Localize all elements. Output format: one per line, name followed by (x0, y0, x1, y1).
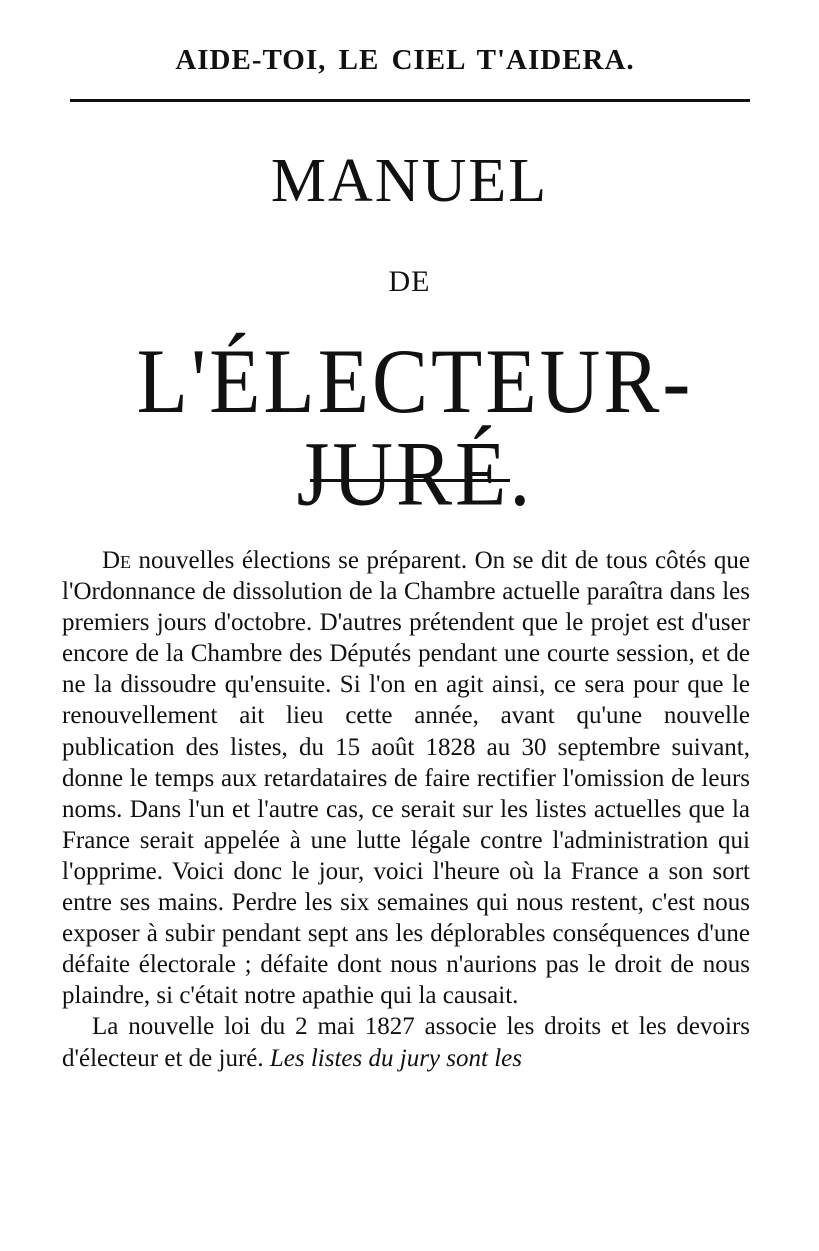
title-manuel: MANUEL (270, 147, 549, 215)
paragraph-1-lead: De (102, 547, 132, 574)
title-electeur-jure: L'ÉLECTEUR-JURÉ. (136, 330, 694, 526)
header-rule (70, 99, 750, 102)
running-header: AIDE-TOI, LE CIEL T'AIDERA. (175, 44, 635, 76)
paragraph-2-text: La nouvelle loi du 2 mai 1827 associe les droits et les devoirs d'électeur et de juré. (62, 1013, 750, 1072)
paragraph-1-text: nouvelles élections se préparent. On se dit de tous côtés que l'Ordonnance de dissolution de la Chambre actuelle paraîtra dans les premiers jours d'octobre. D'autres prétendent que le projet est d'user encore de la Chambre des Députés pendant une courte session, et de ne la dissoudre qu'ensuite. Si l'on en agit ainsi, ce sera pour que le renouvellement ait lieu cette année, avant qu'une nouvelle publication des listes, du 15 août 1828 au 30 septembre suivant, donne le temps aux retardataires de faire rectifier l'omission de leurs noms. Dans l'un et l'autre cas, ce serait sur les listes actuelles que la France serait appelée à une lutte légale contre l'administration qui l'opprime. Voici donc le jour, voici l'heure où la France a son sort entre ses mains. Perdre les six semaines qui nous restent, c'est nous exposer à subir pendant sept ans les déplorables conséquences d'une défaite électorale ; défaite dont nous n'aurions pas le droit de nous plaindre, si c'était notre apathie qui la causait. (62, 547, 750, 1010)
paragraph-2-italic: Les listes du jury sont les (269, 1044, 522, 1072)
title-separator-rule (310, 479, 510, 482)
title-de: DE (388, 265, 431, 298)
body-text (62, 545, 750, 1074)
paragraph-2 (62, 1011, 750, 1073)
paragraph-1 (62, 545, 750, 1011)
